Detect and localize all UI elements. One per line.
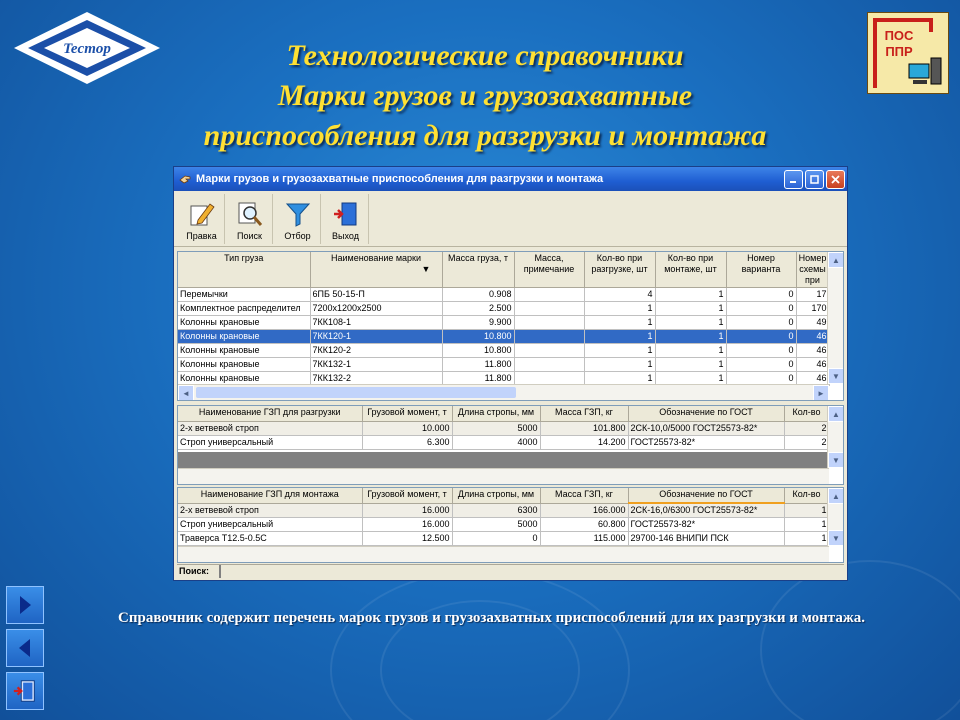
col-quantity[interactable]: Кол-во <box>784 406 829 421</box>
cell: 14.200 <box>540 435 628 449</box>
search-label: Поиск <box>237 231 262 241</box>
loads-horizontal-scrollbar[interactable] <box>178 384 829 400</box>
cell: 2 <box>784 435 829 449</box>
cell: 7200х1200х2500 <box>310 302 442 316</box>
col-unload-gear-name[interactable]: Наименование ГЗП для разгрузки <box>178 406 362 421</box>
cell: 1 <box>784 518 829 532</box>
cell: 0 <box>726 358 796 372</box>
logo-pos-text: ПОС <box>884 28 914 43</box>
cell: 46 <box>796 358 829 372</box>
cell: Строп универсальный <box>178 435 362 449</box>
col-mount-gear-name[interactable]: Наименование ГЗП для монтажа <box>178 488 362 503</box>
table-row-selected[interactable] <box>178 330 829 344</box>
cell: 11.800 <box>442 358 514 372</box>
cell: 1 <box>655 330 726 344</box>
mount-gear-grid <box>177 487 844 563</box>
cell <box>514 288 584 302</box>
cell: 12.500 <box>362 532 452 546</box>
cell: 7КК120-2 <box>310 344 442 358</box>
cell: 5000 <box>452 518 540 532</box>
unload-vertical-scrollbar[interactable] <box>827 406 843 468</box>
cell: 0 <box>726 344 796 358</box>
title-line-1: Технологические справочники <box>286 39 684 72</box>
cell: 6.300 <box>362 435 452 449</box>
cell: 9.900 <box>442 316 514 330</box>
table-row[interactable] <box>178 302 829 316</box>
edit-label: Правка <box>186 231 217 241</box>
col-gost[interactable]: Обозначение по ГОСТ <box>628 406 784 421</box>
edit-button[interactable] <box>179 194 225 244</box>
scroll-up-icon[interactable]: ▲ <box>828 252 844 268</box>
scroll-down-icon[interactable]: ▼ <box>828 368 844 384</box>
col-scheme-number[interactable]: Номер схемы при <box>796 252 829 288</box>
cell: 46 <box>796 372 829 386</box>
exit-door-icon <box>332 200 360 228</box>
cell: Колонны крановые <box>178 358 310 372</box>
cell: 17 <box>796 288 829 302</box>
mount-gear-table <box>178 488 830 546</box>
pencil-icon <box>188 200 216 228</box>
cell: 4 <box>584 288 655 302</box>
table-row[interactable] <box>178 288 829 302</box>
scroll-down-icon[interactable]: ▼ <box>828 452 844 468</box>
slide-caption: Справочник содержит перечень марок грузов и грузозахватных приспособлений для их разгрузки и монтажа. <box>118 610 865 626</box>
status-bar <box>177 564 844 578</box>
cell: 170 <box>796 302 829 316</box>
scroll-up-icon[interactable]: ▲ <box>828 406 844 422</box>
unload-gear-grid <box>177 405 844 485</box>
search-button[interactable] <box>227 194 273 244</box>
scroll-up-icon[interactable]: ▲ <box>828 488 844 504</box>
cell: 1 <box>655 316 726 330</box>
cell: 49 <box>796 316 829 330</box>
cell: 1 <box>784 503 829 518</box>
triangle-right-icon <box>18 595 32 615</box>
maximize-button[interactable] <box>805 170 824 189</box>
cell <box>514 344 584 358</box>
cell: 2 <box>784 421 829 435</box>
cell: 2СК-10,0/5000 ГОСТ25573-82* <box>628 421 784 435</box>
maximize-icon <box>810 175 819 184</box>
cell: 1 <box>584 358 655 372</box>
col-gost[interactable]: Обозначение по ГОСТ <box>628 488 784 503</box>
tecmop-logo <box>8 8 166 88</box>
prev-slide-button[interactable] <box>6 629 44 667</box>
title-line-2: Марки грузов и грузозахватные <box>277 79 693 112</box>
cell: 101.800 <box>540 421 628 435</box>
cell: 2-х ветвевой строп <box>178 503 362 518</box>
cell: 0 <box>726 330 796 344</box>
cell: 1 <box>584 302 655 316</box>
table-row[interactable] <box>178 316 829 330</box>
col-sling-length[interactable]: Длина стропы, мм <box>452 488 540 503</box>
col-quantity[interactable]: Кол-во <box>784 488 829 503</box>
table-row[interactable] <box>178 503 829 518</box>
cell: 0.908 <box>442 288 514 302</box>
cell: 46 <box>796 330 829 344</box>
col-qty-unload[interactable]: Кол-во при разгрузке, шт <box>584 252 655 288</box>
cell: Строп универсальный <box>178 518 362 532</box>
cell: 10.800 <box>442 344 514 358</box>
cell: 6300 <box>452 503 540 518</box>
unload-gear-table <box>178 406 830 450</box>
title-line-3: приспособления для разгрузки и монтажа <box>203 119 767 152</box>
cell: 5000 <box>452 421 540 435</box>
background-ripple <box>330 570 630 720</box>
cell: 16.000 <box>362 518 452 532</box>
cell <box>514 302 584 316</box>
cell: 7КК132-1 <box>310 358 442 372</box>
cell: 0 <box>726 316 796 330</box>
sort-desc-icon: ▼ <box>421 264 431 274</box>
toolbar <box>174 191 847 247</box>
cell: Колонны крановые <box>178 316 310 330</box>
cell: 1 <box>655 344 726 358</box>
filter-label: Отбор <box>284 231 311 241</box>
minimize-button[interactable] <box>784 170 803 189</box>
table-row[interactable] <box>178 532 829 546</box>
loads-table <box>178 252 830 386</box>
scroll-down-icon[interactable]: ▼ <box>828 530 844 546</box>
cell: 2СК-16,0/6300 ГОСТ25573-82* <box>628 503 784 518</box>
col-qty-mount[interactable]: Кол-во при монтаже, шт <box>655 252 726 288</box>
col-load-mass[interactable]: Масса груза, т <box>442 252 514 288</box>
mount-horizontal-scrollbar[interactable] <box>178 546 829 562</box>
loads-vertical-scrollbar[interactable] <box>827 252 843 384</box>
cell: 1 <box>655 358 726 372</box>
cell: Комплектное распределител <box>178 302 310 316</box>
close-icon <box>831 175 840 184</box>
cell: 10.000 <box>362 421 452 435</box>
cell: 1 <box>584 330 655 344</box>
logo-text: Tecmop <box>63 41 111 57</box>
window-titlebar[interactable] <box>174 167 847 191</box>
exit-button[interactable] <box>323 194 369 244</box>
cell: Колонны крановые <box>178 344 310 358</box>
cell: 1 <box>584 372 655 386</box>
filter-button[interactable] <box>275 194 321 244</box>
col-load-moment[interactable]: Грузовой момент, т <box>362 488 452 503</box>
cell: 11.800 <box>442 372 514 386</box>
minimize-icon <box>789 175 798 184</box>
cell: 2-х ветвевой строп <box>178 421 362 435</box>
cell: 16.000 <box>362 503 452 518</box>
cell: 115.000 <box>540 532 628 546</box>
table-row[interactable] <box>178 421 829 435</box>
cell: 1 <box>584 316 655 330</box>
cell: 0 <box>452 532 540 546</box>
exit-label: Выход <box>332 231 359 241</box>
cell: 1 <box>584 344 655 358</box>
cell: 166.000 <box>540 503 628 518</box>
background-ripple <box>760 560 960 720</box>
col-mass-note[interactable]: Масса, примечание <box>514 252 584 288</box>
cell: 1 <box>655 372 726 386</box>
cell: 0 <box>726 288 796 302</box>
exit-door-icon <box>12 678 38 704</box>
cell <box>514 358 584 372</box>
cell: 1 <box>784 532 829 546</box>
cell: 10.800 <box>442 330 514 344</box>
loads-grid <box>177 251 844 401</box>
cell: 0 <box>726 372 796 386</box>
col-brand-name-label: Наименование марки <box>330 253 422 263</box>
cell: 7КК108-1 <box>310 316 442 330</box>
cell: 6ПБ 50-15-П <box>310 288 442 302</box>
col-sling-length[interactable]: Длина стропы, мм <box>452 406 540 421</box>
cell: ГОСТ25573-82* <box>628 518 784 532</box>
cell: Колонны крановые <box>178 372 310 386</box>
next-slide-button[interactable] <box>6 586 44 624</box>
cell: 2.500 <box>442 302 514 316</box>
slide-title <box>160 36 810 156</box>
close-button[interactable] <box>826 170 845 189</box>
logo-ppr-text: ППР <box>885 44 913 59</box>
search-status-label: Поиск: <box>179 565 221 578</box>
horizontal-scroll-thumb[interactable] <box>196 387 516 398</box>
cell: 60.800 <box>540 518 628 532</box>
cell: 7КК120-1 <box>310 330 442 344</box>
col-variant-number[interactable]: Номер варианта <box>726 252 796 288</box>
cell: 7КК132-2 <box>310 372 442 386</box>
cell: Колонны крановые <box>178 330 310 344</box>
cell: Траверса Т12.5-0.5С <box>178 532 362 546</box>
scroll-right-icon[interactable]: ► <box>813 385 829 401</box>
cell: 1 <box>655 302 726 316</box>
cell <box>514 330 584 344</box>
col-load-type[interactable]: Тип груза <box>178 252 310 288</box>
exit-slide-button[interactable] <box>6 672 44 710</box>
mount-vertical-scrollbar[interactable] <box>827 488 843 546</box>
window-title: Марки грузов и грузозахватные приспособления для разгрузки и монтажа <box>196 173 604 185</box>
cell: 0 <box>726 302 796 316</box>
col-brand-name[interactable] <box>310 252 442 288</box>
col-gear-mass[interactable]: Масса ГЗП, кг <box>540 406 628 421</box>
cell: ГОСТ25573-82* <box>628 435 784 449</box>
cell: 1 <box>655 288 726 302</box>
cell: Перемычки <box>178 288 310 302</box>
triangle-left-icon <box>18 638 32 658</box>
cell: 4000 <box>452 435 540 449</box>
unload-horizontal-scrollbar[interactable] <box>178 468 829 484</box>
col-gear-mass[interactable]: Масса ГЗП, кг <box>540 488 628 503</box>
cell <box>514 316 584 330</box>
scroll-left-icon[interactable]: ◄ <box>178 385 194 401</box>
hand-icon <box>178 172 192 186</box>
table-row[interactable] <box>178 518 829 532</box>
pos-ppr-logo <box>867 12 949 94</box>
cell: 29700-146 ВНИПИ ПСК <box>628 532 784 546</box>
col-load-moment[interactable]: Грузовой момент, т <box>362 406 452 421</box>
magnifier-icon <box>236 200 264 228</box>
funnel-icon <box>284 200 312 228</box>
table-row[interactable] <box>178 358 829 372</box>
app-window <box>173 166 848 581</box>
cell: 46 <box>796 344 829 358</box>
table-row[interactable] <box>178 435 829 449</box>
table-row[interactable] <box>178 344 829 358</box>
